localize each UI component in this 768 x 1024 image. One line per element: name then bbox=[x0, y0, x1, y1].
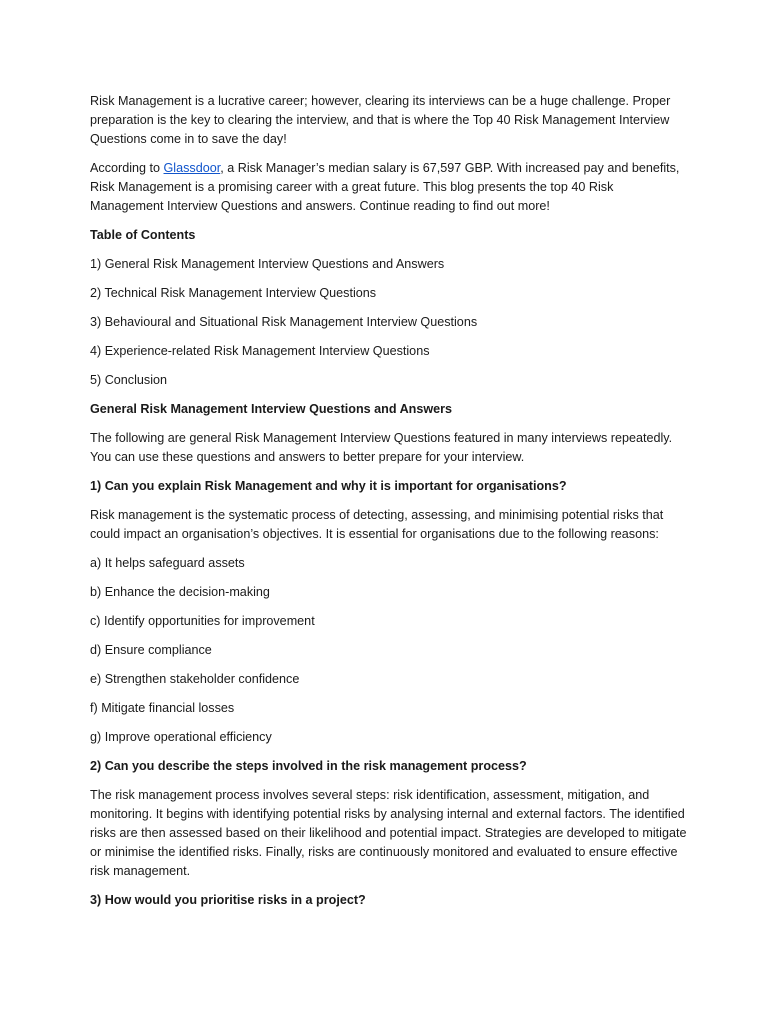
question-1: 1) Can you explain Risk Management and why it is important for organisations? bbox=[90, 479, 567, 493]
reason-item: e) Strengthen stakeholder confidence bbox=[90, 672, 300, 686]
document-page bbox=[90, 92, 690, 920]
toc-item-conclusion: 5) Conclusion bbox=[90, 373, 168, 387]
intro-paragraph-2-rest: , a Risk Manager’s median salary is 67,597 GBP. With increased pay and benefits, Risk Management is a promising career with a great future. This blog presents the top 40 Risk Management Interview Questions and answers. Continue reading to find out more! bbox=[90, 161, 680, 213]
reason-item: b) Enhance the decision-making bbox=[90, 585, 270, 599]
question-3: 3) How would you prioritise risks in a project? bbox=[90, 893, 366, 907]
intro-paragraph-1: Risk Management is a lucrative career; however, clearing its interviews can be a huge challenge. Proper preparation is the key to clearing the interview, and that is where the Top 40 Risk Management Interview Questions come in to save the day! bbox=[90, 94, 671, 146]
toc-item-technical: 2) Technical Risk Management Interview Questions bbox=[90, 286, 377, 300]
glassdoor-link[interactable]: Glassdoor bbox=[163, 161, 221, 175]
question-2: 2) Can you describe the steps involved in the risk management process? bbox=[90, 759, 527, 773]
toc-item-behavioural: 3) Behavioural and Situational Risk Management Interview Questions bbox=[90, 315, 478, 329]
answer-2: The risk management process involves several steps: risk identification, assessment, mitigation, and monitoring. It begins with identifying potential risks by analysing internal and external factors. The identified risks are then assessed based on their likelihood and potential impact. Strategies are developed to mitigate or minimise the identified risks. Finally, risks are continuously monitored and evaluated to ensure effective risk management. bbox=[90, 788, 687, 878]
general-section-heading: General Risk Management Interview Questions and Answers bbox=[90, 402, 453, 416]
reason-item: f) Mitigate financial losses bbox=[90, 701, 235, 715]
intro-paragraph-2 bbox=[90, 159, 690, 216]
general-section-intro: The following are general Risk Management Interview Questions featured in many interviews repeatedly. You can use these questions and answers to better prepare for your interview. bbox=[90, 431, 673, 464]
intro-paragraph-2-lead: According to bbox=[90, 161, 164, 175]
toc-heading: Table of Contents bbox=[90, 228, 196, 242]
reason-item: g) Improve operational efficiency bbox=[90, 730, 272, 744]
toc-item-experience: 4) Experience-related Risk Management Interview Questions bbox=[90, 344, 430, 358]
reason-item: a) It helps safeguard assets bbox=[90, 556, 245, 570]
answer-1: Risk management is the systematic process of detecting, assessing, and minimising potential risks that could impact an organisation’s objectives. It is essential for organisations due to the following reasons: bbox=[90, 508, 664, 541]
reason-item: d) Ensure compliance bbox=[90, 643, 212, 657]
toc-item-general: 1) General Risk Management Interview Questions and Answers bbox=[90, 257, 445, 271]
reason-item: c) Identify opportunities for improvement bbox=[90, 614, 315, 628]
